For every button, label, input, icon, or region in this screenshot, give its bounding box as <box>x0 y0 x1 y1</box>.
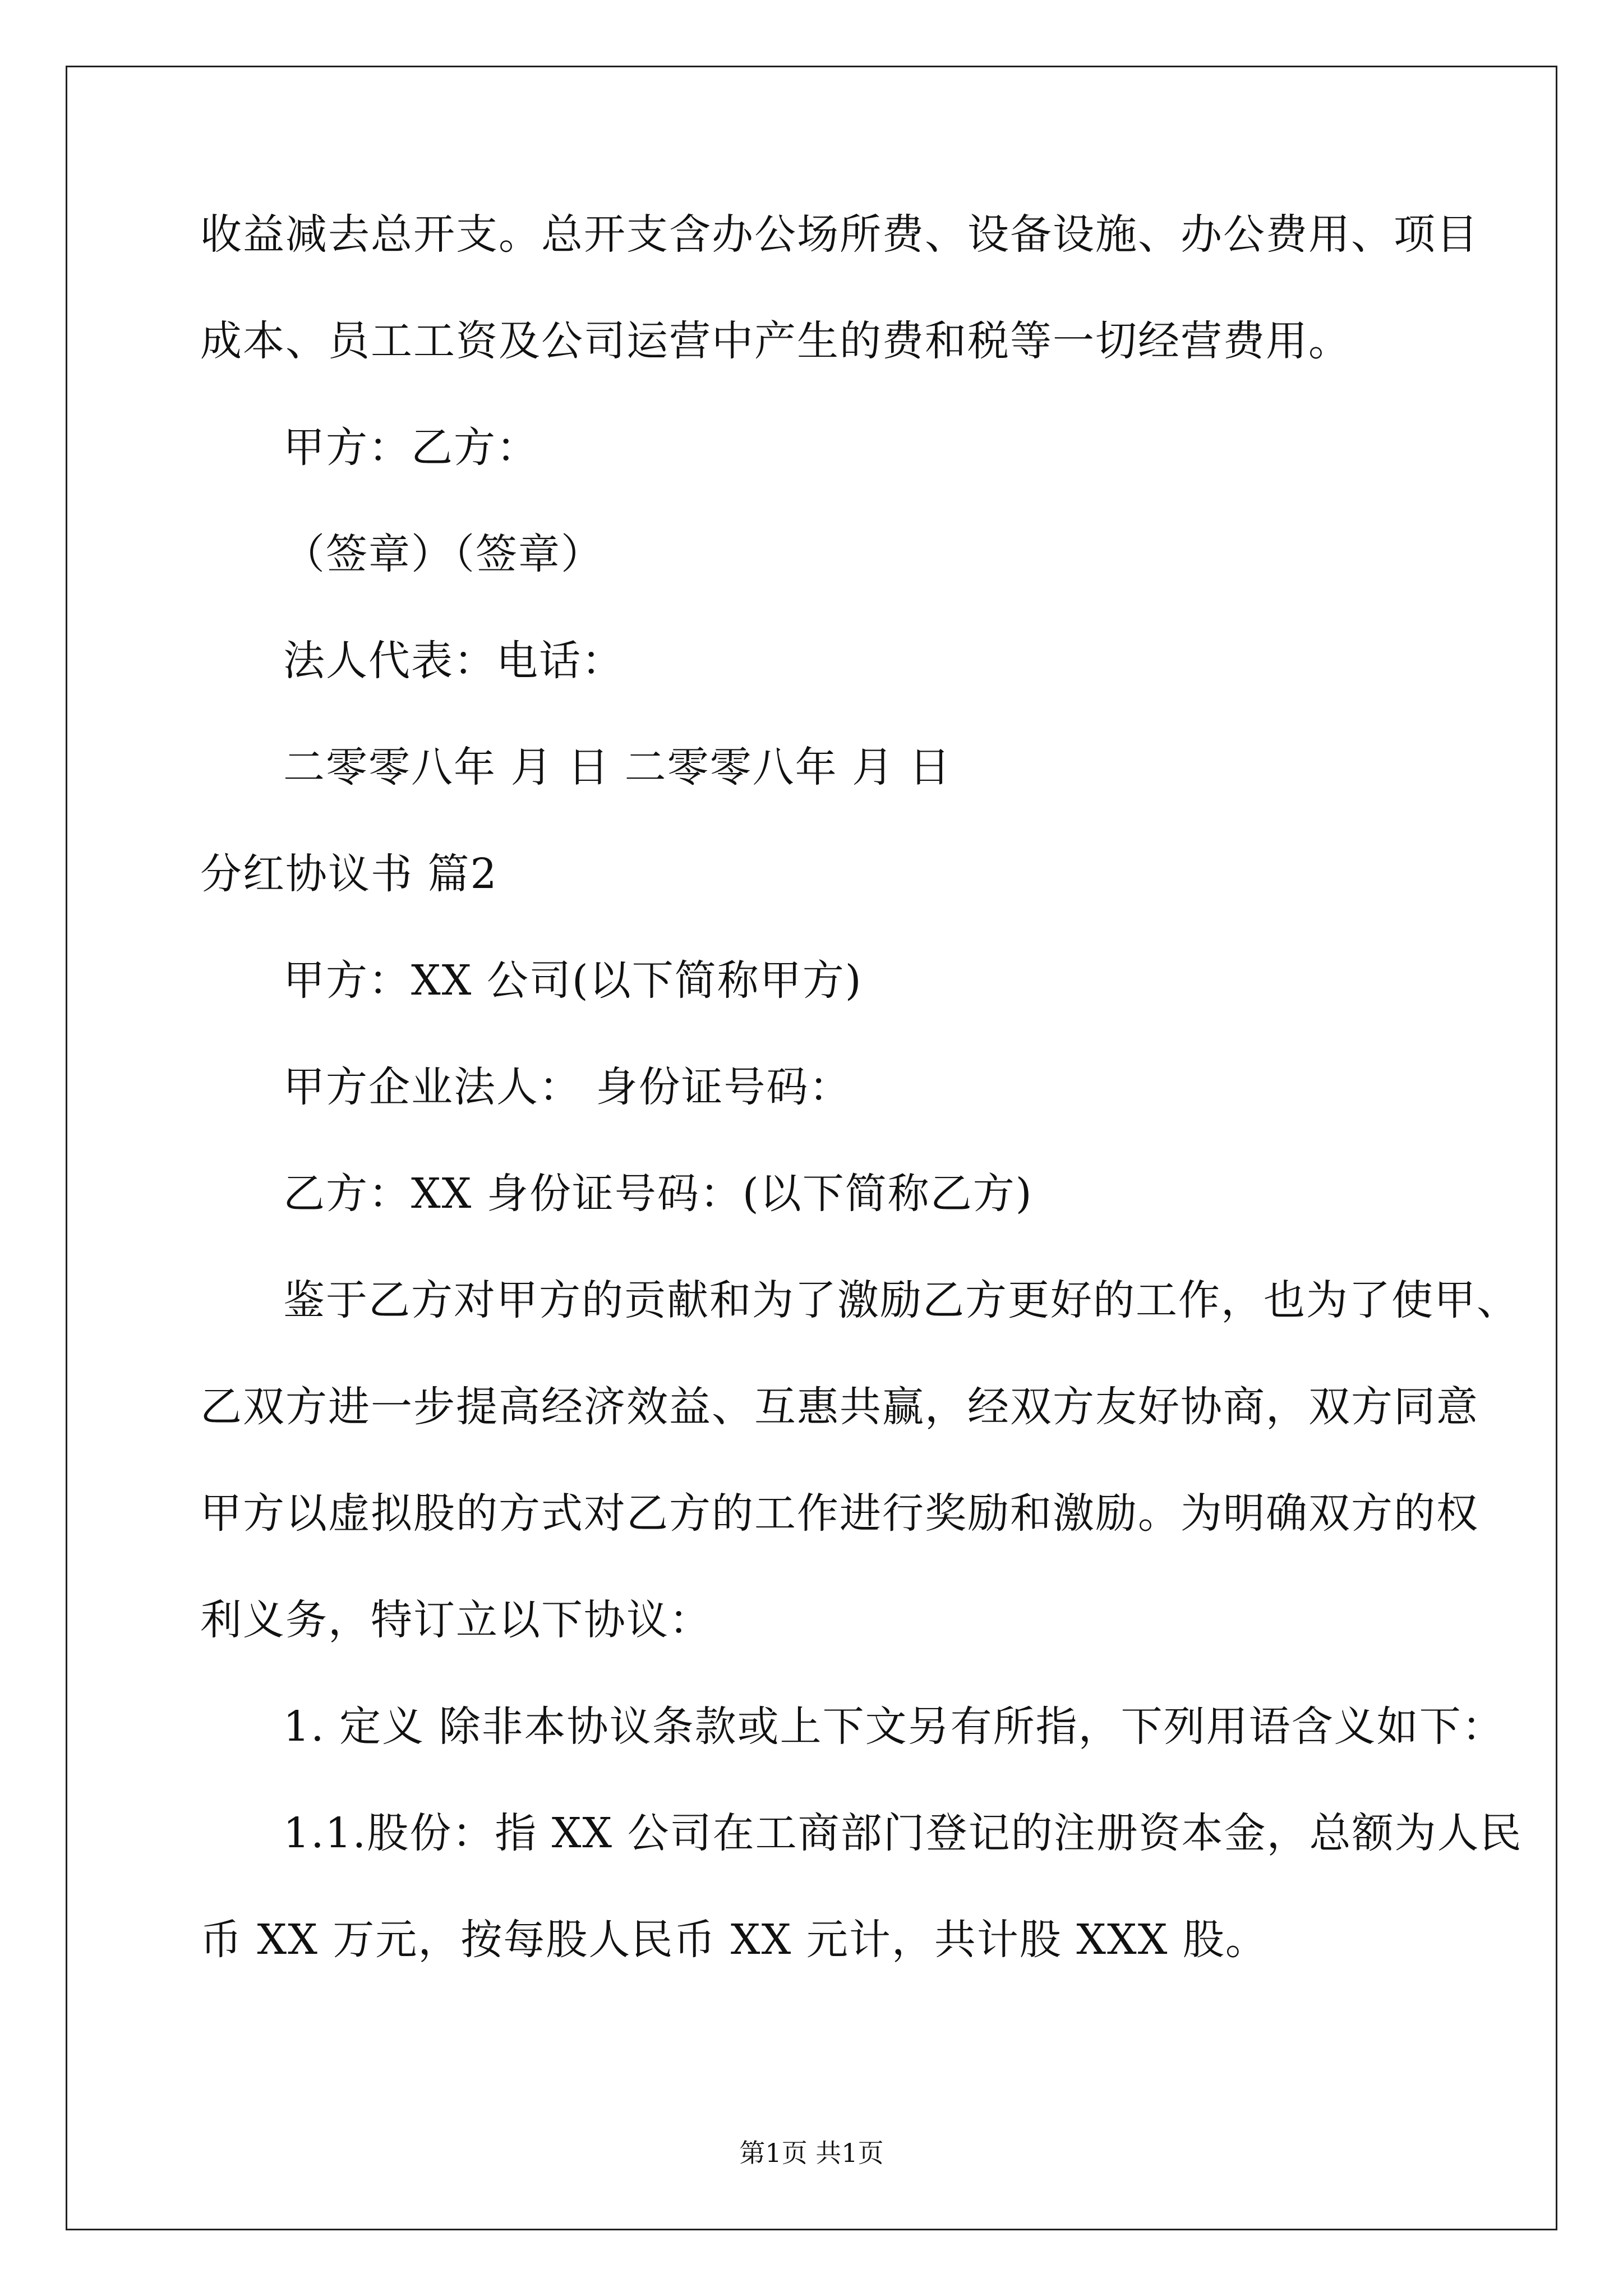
page-footer: 第1页 共1页 <box>739 2138 884 2168</box>
preamble-line-4: 利义务，特订立以下协议： <box>200 1596 712 1644</box>
shares-clause-line-2: 币 XX 万元，按每股人民币 XX 元计，共计股 XXX 股。 <box>200 1916 1268 1964</box>
definition-clause: 1. 定义 除非本协议条款或上下文另有所指，下列用语含义如下： <box>283 1703 1505 1751</box>
preamble-line-1: 鉴于乙方对甲方的贡献和为了激励乙方更好的工作，也为了使甲、 <box>283 1276 1519 1324</box>
party-b-line: 乙方：XX 身份证号码：(以下简称乙方) <box>283 1170 1033 1218</box>
signature-seal-line: （签章）（签章） <box>283 530 603 578</box>
page-border <box>66 66 1557 2230</box>
preamble-line-2: 乙双方进一步提高经济效益、互惠共赢，经双方友好协商，双方同意 <box>200 1383 1479 1431</box>
text-line-1: 收益减去总开支。总开支含办公场所费、设备设施、办公费用、项目 <box>200 210 1479 259</box>
signature-parties-line: 甲方：乙方： <box>283 424 539 472</box>
section-heading: 分红协议书 篇2 <box>200 850 498 898</box>
date-line: 二零零八年 月 日 二零零八年 月 日 <box>283 743 952 792</box>
party-a-line: 甲方：XX 公司(以下简称甲方) <box>283 956 863 1005</box>
legal-rep-phone-line: 法人代表：电话： <box>283 637 624 685</box>
party-a-legal-person-line: 甲方企业法人： 身份证号码： <box>283 1063 852 1111</box>
preamble-line-3: 甲方以虚拟股的方式对乙方的工作进行奖励和激励。为明确双方的权 <box>200 1489 1479 1538</box>
text-line-2: 成本、员工工资及公司运营中产生的费和税等一切经营费用。 <box>200 317 1351 365</box>
shares-clause-line-1: 1.1.股份：指 XX 公司在工商部门登记的注册资本金，总额为人民 <box>283 1809 1523 1857</box>
